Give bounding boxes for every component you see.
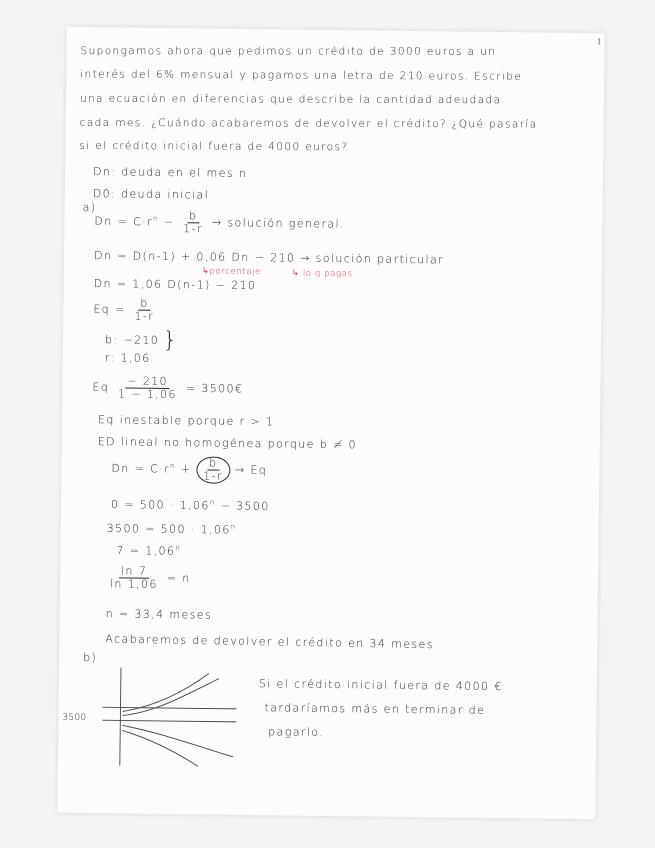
n-value: n = 33,4 meses (105, 607, 213, 622)
step2-exp: n (230, 522, 237, 531)
log-den: ln 1,06 (109, 577, 158, 591)
eq-num: b (138, 298, 151, 311)
general-num: b (187, 210, 200, 223)
general-lhs: Dn = C·r (94, 214, 154, 229)
sol-lhs: Dn = C·r (111, 461, 171, 476)
problem-line-5: si el crédito inicial fuera de 4000 euros? (79, 139, 349, 154)
problem-line-4: cada mes. ¿Cuándo acabaremos de devolver el crédito? ¿Qué pasaría (79, 116, 538, 131)
sol-plus: + (180, 462, 192, 476)
part-a-label: a) (82, 200, 97, 215)
nonhomogeneous-note: ED lineal no homogénea porque b ≠ 0 (97, 435, 358, 452)
brace: } (162, 327, 179, 354)
sol-exp: n (169, 461, 176, 470)
step1-text: 0 = 500 · 1,06 (110, 497, 210, 513)
part-b-label: b) (83, 650, 98, 665)
log-eq: = n (166, 571, 191, 585)
unstable-note: Eq inestable porque r > 1 (97, 413, 275, 429)
b-value: b: −210 (104, 333, 160, 347)
notebook-page (57, 27, 605, 820)
graph-equilibrium-line (102, 720, 236, 722)
part-b-line-3: pagarlo. (268, 725, 325, 739)
graph-y-axis (120, 667, 121, 765)
step1-exp: n (209, 498, 216, 507)
general-den: 1-r (183, 222, 203, 236)
annotation-percentage: ↳porcentaje (201, 266, 261, 278)
part-b-line-1: Si el crédito inicial fuera de 4000 € (258, 677, 503, 694)
graph-curve-down-2 (122, 730, 198, 766)
conclusion: Acabaremos de devolver el crédito en 34 meses (105, 632, 435, 652)
annotation-payment: ↳ lo q pagas (291, 268, 353, 280)
sol-arrow: → Eq (234, 463, 268, 477)
particular-solution: Dn = D(n-1) + 0,06 Dn − 210 → solución particular (93, 249, 445, 267)
phase-graph (57, 27, 605, 820)
sol-den: 1-r (203, 469, 223, 483)
simplified-equation: Dn = 1,06 D(n-1) − 210 (93, 277, 257, 293)
step3-text: 7 = 1,06 (116, 544, 176, 558)
problem-line-1: Supongamos ahora que pedimos un crédito de 3000 euros a un (80, 45, 497, 58)
r-value: r: 1,06 (104, 351, 151, 365)
eq2-num: − 210 (125, 375, 170, 389)
problem-line-2: interés del 6% mensual y pagamos una letra de 210 euros. Escribe (80, 68, 523, 83)
eq2-result: = 3500€ (185, 381, 244, 396)
sol-num: b (207, 457, 220, 470)
problem-line-3: una ecuación en diferencias que describe la cantidad adeudada (79, 92, 502, 107)
page-number: 1 (596, 37, 602, 47)
eq-den: 1-r (134, 309, 155, 323)
definition-dn: Dn: deuda en el mes n (92, 165, 248, 180)
graph-x-axis (103, 707, 237, 709)
general-exp: n (152, 214, 159, 223)
graph-curve-up-1 (122, 677, 218, 716)
step1-tail: − 3500 (220, 499, 270, 513)
graph-equilibrium-label: 3500 (62, 712, 87, 724)
eq2-lhs: Eq (92, 380, 110, 394)
log-num: ln 7 (119, 565, 149, 578)
general-note: → solución general. (211, 216, 345, 231)
eq-lhs: Eq = (93, 302, 126, 316)
step2-text: 3500 = 500 · 1,06 (106, 521, 231, 537)
step3-exp: n (175, 544, 182, 553)
graph-curve-up-2 (122, 672, 208, 712)
general-minus: − (163, 215, 175, 229)
definition-d0: D0: deuda inicial (92, 187, 210, 202)
part-b-line-2: tardaríamos más en terminar de (264, 701, 486, 717)
graph-curve-down-1 (122, 725, 233, 756)
eq2-den: 1 − 1,06 (117, 387, 177, 402)
